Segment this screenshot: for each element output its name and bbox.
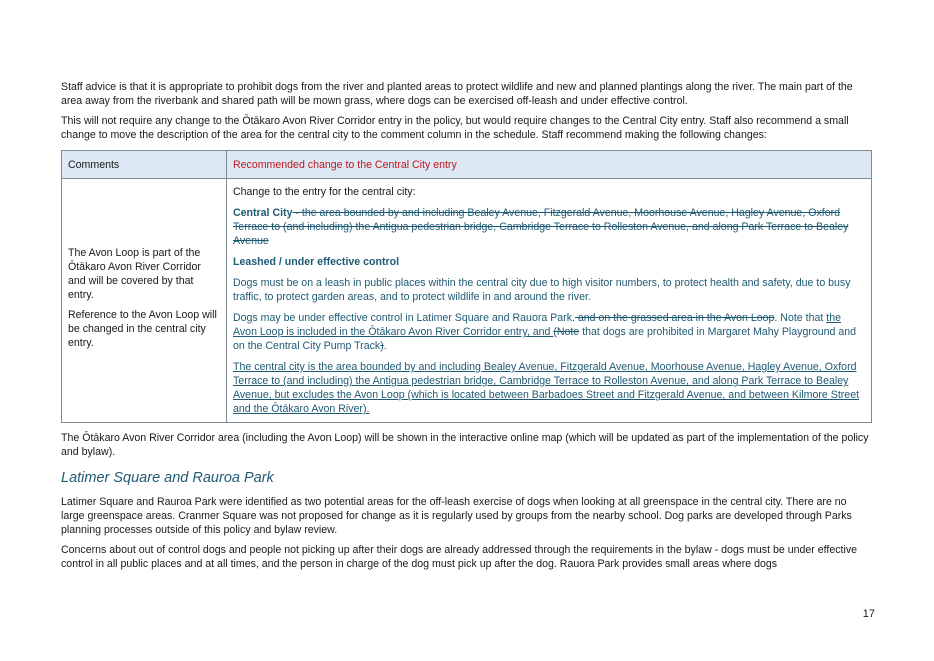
added-avon-loop-note: the Avon Loop is included in the Ōtākaro Avon River Corridor entry, and [233, 312, 841, 338]
struck-avon-loop: and on the grassed area in the Avon Loop [574, 312, 775, 324]
paragraph-concerns: Concerns about out of control dogs and people not picking up after their dogs are already addressed through the requirements in the bylaw - dogs must be under effective control in all public places and at all times, and the person in charge of the dog must pick up after the dog. Rauora Park provides small areas where dogs [61, 544, 858, 570]
paragraph-online-map: The Ōtākaro Avon River Corridor area (including the Avon Loop) will be shown in the interactive online map (which will be updated as part of the implementation of the policy and bylaw). [61, 432, 869, 458]
effective-control-text: Dogs may be under effective control in Latimer Square and Rauora Park. and on the grassed area in the Avon Loop. Note that the Avon Loop is included in the Ōtākaro Avon River Corridor entry, and (Note that dogs are prohibited in Margaret Mahy Playground and on the Central City Pump Track). [233, 312, 857, 352]
central-city-struck-text: - the area bounded by and including Bealey Avenue, Fitzgerald Avenue, Moorhouse Avenue, Hagley Avenue, Oxford Terrace to (and including) the Antigua pedestrian bridge, Cambridge Terrace to Rolleston Avenue, and along Park Terrace to Bealey Avenue [233, 207, 849, 247]
change-intro: Change to the entry for the central city: [233, 186, 416, 198]
comment-avon-loop: The Avon Loop is part of the Ōtākaro Avon River Corridor and will be covered by that entry. [68, 246, 201, 301]
document-body [61, 80, 873, 577]
central-city-area-definition: The central city is the area bounded by and including Bealey Avenue, Fitzgerald Avenue, Moorhouse Avenue, Hagley Avenue, Oxford Terrace to (and including) the Antigua pedestrian bridge, Cambridge Terrace to Rolleston Avenue, and along Park Terrace to Bealey Avenue, but excludes the Avon Loop (which is located between Barbadoes Street and Fitzgerald Avenue, and between Kilmore Street and the Ōtākaro Avon River). [233, 361, 860, 415]
paragraph-change-summary: This will not require any change to the Ōtākaro Avon River Corridor entry in the policy, but would require changes to the Central City entry. Staff also recommend a small change to move the description of the area for the central city to the comment column in the schedule. Staff recommend making the following changes: [61, 115, 849, 141]
leash-heading: Leashed / under effective control [233, 256, 400, 268]
central-city-entry [233, 206, 865, 248]
page-number: 17 [862, 608, 875, 620]
leash-text: Dogs must be on a leash in public places within the central city due to high visitor numbers, to protect health and safety, due to busy traffic, to protect garden areas, and to protect wildlife in and around the river. [233, 277, 851, 303]
header-comments: Comments [62, 151, 227, 179]
struck-paren: ) [380, 340, 384, 352]
table-row [62, 179, 872, 423]
comment-reference-change: Reference to the Avon Loop will be changed in the central city entry. [68, 308, 217, 349]
table-header-row [62, 151, 872, 179]
comments-cell [62, 179, 227, 423]
section-heading: Latimer Square and Rauroa Park [61, 470, 274, 486]
header-recommended-change: Recommended change to the Central City entry [227, 151, 872, 179]
central-city-title: Central City [233, 207, 293, 219]
paragraph-greenspace: Latimer Square and Rauroa Park were identified as two potential areas for the off-leash exercise of dogs when looking at all greenspace in the central city. There are no large greenspace areas. Cranmer Square was not proposed for change as it is regularly used by groups from the nearby school. Dog parks are developed through Parks planning processes outside of this policy and bylaw review. [61, 496, 852, 536]
change-cell [227, 179, 872, 423]
recommended-changes-table [61, 150, 872, 423]
struck-note: (Note [553, 326, 580, 338]
paragraph-staff-advice: Staff advice is that it is appropriate to prohibit dogs from the river and planted areas to protect wildlife and new and planned plantings along the river. The main part of the area away from the riverbank and shared path will be mown grass, where dogs can be exercised off-leash and under effective control. [61, 81, 853, 107]
